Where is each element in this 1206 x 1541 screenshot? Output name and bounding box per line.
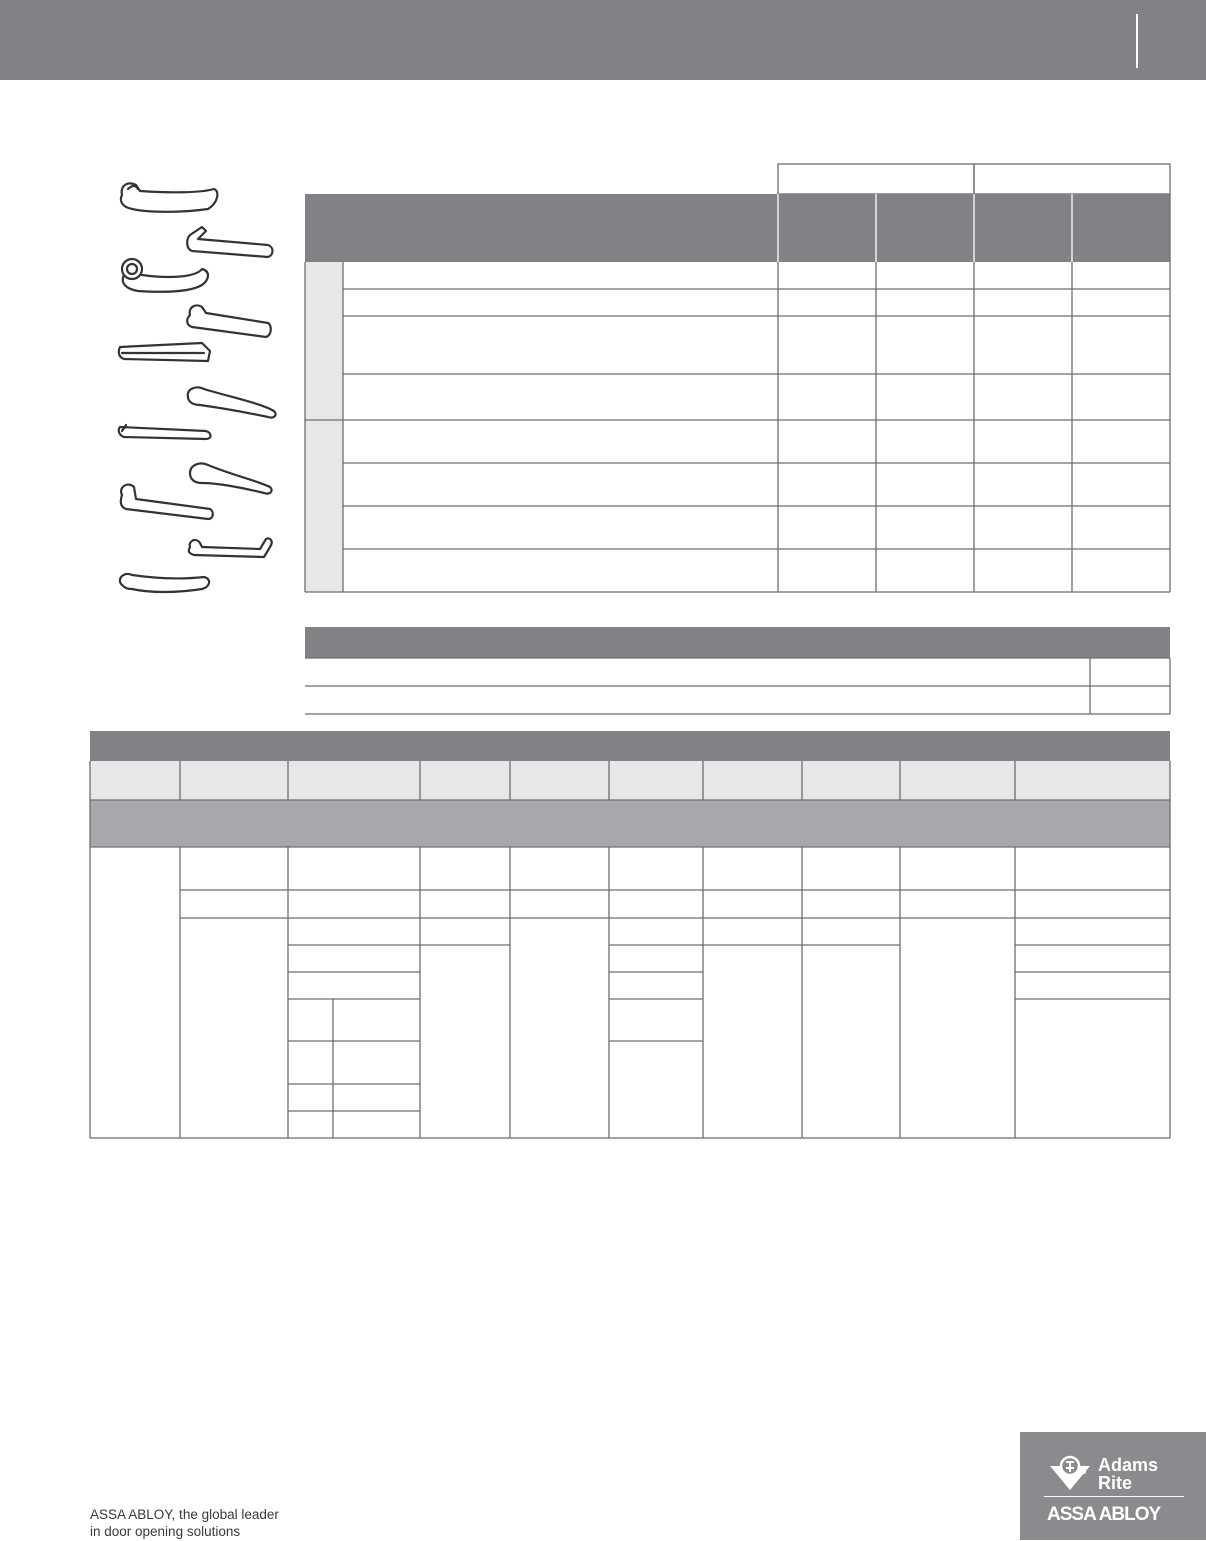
table-2-header <box>305 627 1170 658</box>
adams-rite-logo <box>1020 1432 1206 1540</box>
table-3-band <box>90 800 1170 847</box>
tagline-line-1: ASSA ABLOY, the global leader <box>90 1507 279 1522</box>
table-1-group-cell-a <box>305 262 343 420</box>
logo-parent-brand: ASSA ABLOY <box>1047 1504 1161 1525</box>
logo-brand-line-1: Adams <box>1098 1455 1159 1475</box>
table-2 <box>305 658 1170 714</box>
tagline-line-2: in door opening solutions <box>90 1524 241 1539</box>
logo-rule <box>1044 1496 1184 1497</box>
logo-brand-line-2: Rite <box>1098 1473 1133 1493</box>
table-3-header <box>90 731 1170 761</box>
table-3-subheader <box>90 761 1170 800</box>
table-1-header <box>305 194 1170 262</box>
table-1 <box>778 164 1170 194</box>
table-1-group-cell-b <box>305 420 343 592</box>
adams-rite-mark-icon <box>1046 1452 1094 1496</box>
footer-tagline <box>90 1506 279 1540</box>
